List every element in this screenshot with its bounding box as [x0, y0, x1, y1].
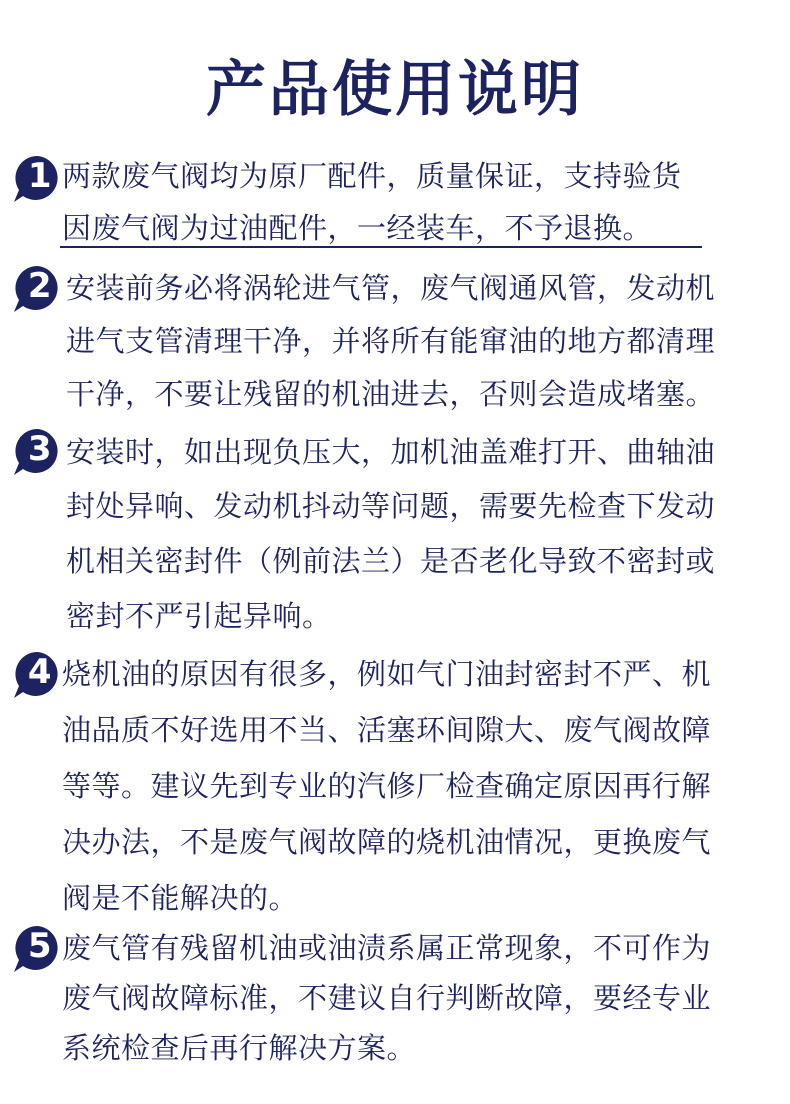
item-text-line: 进气支管清理干净，并将所有能窜油的地方都清理 [66, 324, 716, 358]
item-text-line: 系统检查后再行解决方案。 [62, 1031, 417, 1065]
underline-divider [60, 246, 702, 248]
item-text-line: 安装前务必将涡轮进气管，废气阀通风管，发动机 [66, 271, 716, 305]
marker-number: 5 [27, 926, 53, 966]
marker-number: 3 [27, 429, 53, 469]
marker-number: 1 [27, 156, 53, 196]
item-text-line: 废气管有残留机油或油渍系属正常现象，不可作为 [62, 931, 712, 965]
item-text-line: 等等。建议先到专业的汽修厂检查确定原因再行解 [62, 769, 712, 803]
item-text-line: 密封不严引起异响。 [66, 599, 332, 633]
marker-number: 4 [27, 652, 53, 692]
item-text-line: 油品质不好选用不当、活塞环间隙大、废气阀故障 [62, 713, 712, 747]
item-text-line: 机相关密封件（例前法兰）是否老化导致不密封或 [66, 544, 716, 578]
item-text-line: 安装时，如出现负压大，加机油盖难打开、曲轴油 [66, 435, 716, 469]
page-title: 产品使用说明 [206, 55, 584, 125]
item-text-line: 阀是不能解决的。 [62, 881, 299, 915]
item-text-line: 决办法，不是废气阀故障的烧机油情况，更换废气 [62, 825, 712, 859]
item-text-line: 因废气阀为过油配件，一经装车，不予退换。 [62, 211, 653, 245]
item-text-line: 废气阀故障标准，不建议自行判断故障，要经专业 [62, 981, 712, 1015]
item-text-line: 干净，不要让残留的机油进去，否则会造成堵塞。 [66, 377, 716, 411]
item-text-line: 烧机油的原因有很多，例如气门油封密封不严、机 [62, 657, 712, 691]
item-text-line: 两款废气阀均为原厂配件，质量保证，支持验货 [62, 159, 682, 193]
item-text-line: 封处异响、发动机抖动等问题，需要先检查下发动 [66, 489, 716, 523]
marker-number: 2 [27, 266, 53, 306]
